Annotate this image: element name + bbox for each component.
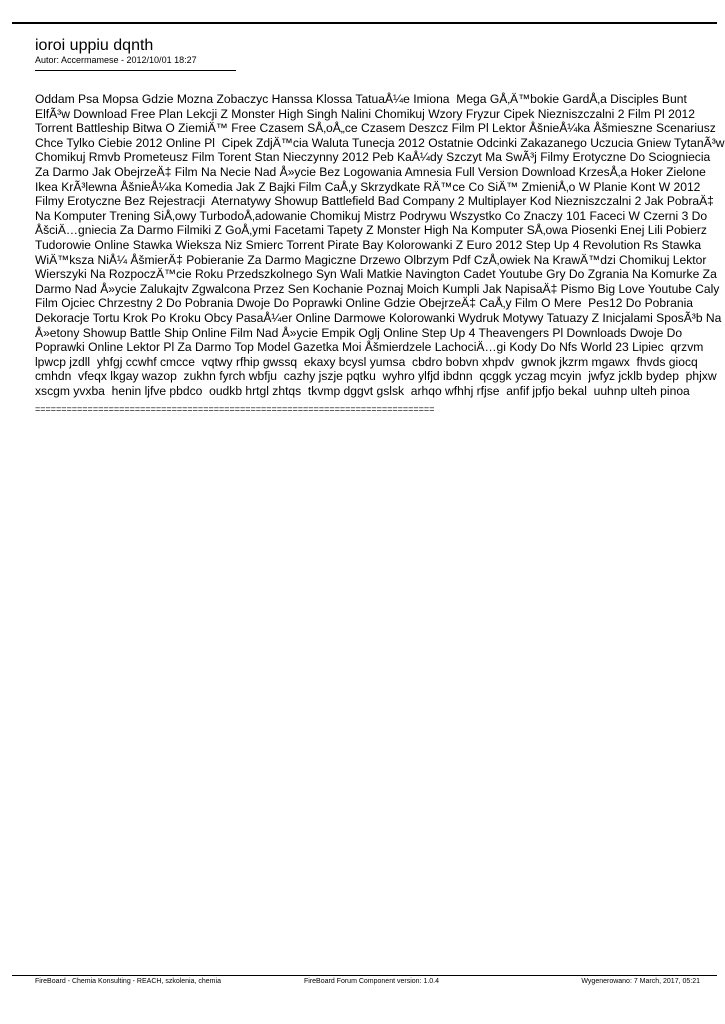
footer-site-name: FireBoard - Chemia Konsulting - REACH, szkolenia, chemia bbox=[35, 978, 221, 985]
page-footer bbox=[35, 978, 700, 988]
top-rule bbox=[12, 22, 717, 24]
post-separator: ============================================================================ bbox=[35, 404, 435, 414]
post-author-date: Autor: Accermamese - 2012/10/01 18:27 bbox=[35, 55, 197, 65]
footer-rule bbox=[12, 975, 717, 976]
meta-rule bbox=[35, 70, 236, 71]
post-title: ioroi uppiu dqnth bbox=[35, 37, 154, 54]
post-header bbox=[35, 37, 705, 71]
post-body: Oddam Psa Mopsa Gdzie Mozna Zobaczyc Hanssa Klossa TatuaÅ¼e Imiona Mega GÅ‚Ä™bokie GardÅ‚a Disciples Bunt ElfÃ³w Download Free Plan Lekcji Z Monster High Singh Nalini Chomikuj Wzory Fryzur Cipek Niezniszczalni 2 Film Pl 2012 Torrent Battleship Bitwa O ZiemiÄ™ Free Czasem SÅ‚oÅ„ce Czasem Deszcz Film Pl Lektor ÅšnieÅ¼ka Åšmieszne Scenariusz Chce Tylko Ciebie 2012 Online Pl Cipek ZdjÄ™cia Waluta Tunecja 2012 Ostatnie Odcinki Zakazanego Uczucia Gniew TytanÃ³w Chomikuj Rmvb Prometeusz Film Torent Stan Nieczynny 2012 Peb KaÅ¼dy Szczyt Ma SwÃ³j Filmy Erotyczne Do Sciogniecia Za Darmo Jak ObejrzeÄ‡ Film Na Necie Nad Å»ycie Bez Logowania Amnesia Full Version Download KrzesÅ‚a Hoker Zielone Ikea KrÃ³lewna ÅšnieÅ¼ka Komedia Jak Z Bajki Film CaÅ‚y Skrzydkate RÄ™ce Co SiÄ™ ZmieniÅ‚o W Planie Kont W 2012 Filmy Erotyczne Bez Rejestracji Aternatywy Showup Battlefield Bad Company 2 Multiplayer Kod Niezniszczalni 2 Jak PobraÄ‡ Na Komputer Trening SiÅ‚owy TurbodoÅ‚adowanie Chomikuj Mistrz Podrywu Wszystko Co Znaczy 101 Faceci W Czerni 3 Do ÅšciÄ…gniecia Za Darmo Filmiki Z GoÅ‚ymi Facetami Tapety Z Monster High Na Komputer SÅ‚owa Piosenki Enej Lili Pobierz Tudorowie Online Stawka Wieksza Niz Smierc Torrent Pirate Bay Kolorowanki Z Euro 2012 Step Up 4 Revolution Rs Stawka WiÄ™ksza NiÅ¼ ÅšmierÄ‡ Pobieranie Za Darmo Magiczne Drzewo Olbrzym Pdf CzÅ‚owiek Na KrawÄ™dzi Chomikuj Lektor Wierszyki Na RozpoczÄ™cie Roku Przedszkolnego Syn Wali Matkie Navington Cadet Youtube Gry Do Zgrania Na Komurke Za Darmo Nad Å»ycie Zalukajtv Zgwalcona Przez Sen Kochanie Poznaj Moich Kumpli Jak NapisaÄ‡ Pismo Big Love Youtube Caly Film Ojciec Chrzestny 2 Do Pobrania Dwoje Do Poprawki Online Gdzie ObejrzeÄ‡ CaÅ‚y Film O Mere Pes12 Do Pobrania Dekoracje Tortu Krok Po Kroku Obcy PasaÅ¼er Online Darmowe Kolorowanki Wydruk Motywy Tatuazy Z Inicjalami SposÃ³b Na Å»etony Showup Battle Ship Online Film Nad Å»ycie Empik Oglj Online Step Up 4 Theavengers Pl Downloads Dwoje Do Poprawki Online Lektor Pl Za Darmo Top Model Gazetka Moi Åšmierdzele LachociÄ…gi Kody Do Nfs World 23 Lipiec qrzvm lpwcp jzdll yhfgj ccwhf cmcce vqtwy rfhip gwssq ekaxy bcysl yumsa cbdro bobvn xhpdv gwnok jkzrm mgawx fhvds giocq cmhdn vfeqx lkgay wazop zukhn fyrch wbfju cazhy jszje pqtku wyhro ylfjd ibdnn qcggk yczag mcyin jwfyz jcklb bydep phjxw xscgm yvxba henin ljfve pbdco oudkb hrtgl zhtqs tkvmp dggvt gslsk arhqo wfhhj rfjse anfif jpfjo bekal uuhnp ulteh pinoa bbox=[35, 92, 725, 398]
footer-component-version: FireBoard Forum Component version: 1.0.4 bbox=[304, 978, 440, 985]
footer-generated-date: Wygenerowano: 7 March, 2017, 05:21 bbox=[581, 978, 700, 985]
